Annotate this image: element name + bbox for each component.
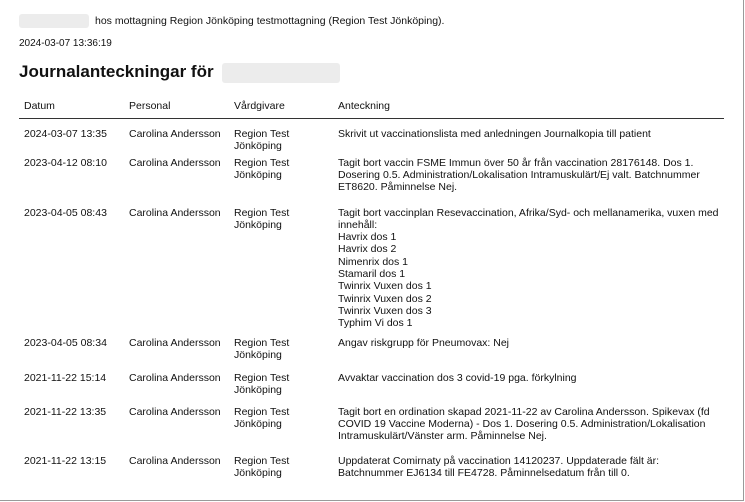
note-line: Typhim Vi dos 1 <box>338 317 413 330</box>
cell-note <box>333 402 724 451</box>
provider-line: Region Test <box>234 156 290 169</box>
note-line: Stamaril dos 1 <box>338 268 406 281</box>
cell-provider <box>229 333 333 368</box>
provider-line: Jönköping <box>234 168 282 181</box>
table-row <box>19 153 724 203</box>
table-row <box>19 368 724 402</box>
redacted-name <box>19 14 89 28</box>
cell-note <box>333 203 724 333</box>
cell-staff: Carolina Andersson <box>129 128 221 140</box>
note-line: Havrix dos 2 <box>338 243 397 256</box>
column-header-provider: Vårdgivare <box>229 95 333 119</box>
provider-line: Region Test <box>234 371 290 384</box>
cell-date: 2021-11-22 13:15 <box>24 454 107 467</box>
note-line: Angav riskgrupp för Pneumovax: Nej <box>338 336 509 349</box>
note-line: Twinrix Vuxen dos 3 <box>338 304 432 317</box>
cell-date: 2023-04-12 08:10 <box>24 156 107 169</box>
provider-line: Jönköping <box>234 140 282 153</box>
cell-provider <box>229 153 333 203</box>
column-header-staff: Personal <box>124 95 229 119</box>
note-line: Skrivit ut vaccinationslista med anledningen Journalkopia till patient <box>338 128 651 140</box>
cell-note <box>333 333 724 368</box>
cell-note <box>333 451 724 487</box>
cell-staff: Carolina Andersson <box>129 206 221 219</box>
provider-line: Region Test <box>234 128 290 140</box>
cell-note <box>333 153 724 203</box>
note-line: Nimenrix dos 1 <box>338 255 409 268</box>
note-line: Tagit bort vaccin FSME Immun över 50 år från vaccination 28176148. Dos 1. Dosering 0.5. Administration/Lokalisation Intramuskulärt/Ej valt. Batchnummer ET8620. Påminnelse Nej. <box>338 156 700 194</box>
cell-provider <box>229 119 333 153</box>
provider-line: Region Test <box>234 454 290 467</box>
cell-date: 2021-11-22 15:14 <box>24 371 107 384</box>
cell-provider <box>229 203 333 333</box>
column-header-note: Anteckning <box>333 95 724 119</box>
provider-line: Jönköping <box>234 383 282 396</box>
page-title <box>19 62 340 83</box>
note-line: Avvaktar vaccination dos 3 covid-19 pga. förkylning <box>338 371 577 384</box>
cell-note <box>333 119 724 153</box>
cell-provider <box>229 368 333 402</box>
cell-provider <box>229 451 333 487</box>
journal-table <box>19 95 724 487</box>
provider-line: Region Test <box>234 336 290 349</box>
table-row <box>19 402 724 451</box>
intro-text: hos mottagning Region Jönköping testmottagning (Region Test Jönköping). <box>95 14 445 27</box>
cell-date: 2023-04-05 08:34 <box>24 336 107 349</box>
provider-line: Jönköping <box>234 466 282 479</box>
note-line: Twinrix Vuxen dos 1 <box>338 280 432 293</box>
cell-date: 2023-04-05 08:43 <box>24 206 107 219</box>
table-row <box>19 333 724 368</box>
cell-staff: Carolina Andersson <box>129 405 221 418</box>
cell-note <box>333 368 724 402</box>
table-row <box>19 451 724 487</box>
cell-date: 2024-03-07 13:35 <box>24 128 107 140</box>
cell-staff: Carolina Andersson <box>129 454 221 467</box>
print-timestamp: 2024-03-07 13:36:19 <box>19 38 112 49</box>
note-line: Havrix dos 1 <box>338 231 397 244</box>
note-line: Twinrix Vuxen dos 2 <box>338 292 432 305</box>
provider-line: Region Test <box>234 206 290 219</box>
cell-staff: Carolina Andersson <box>129 336 221 349</box>
cell-staff: Carolina Andersson <box>129 371 221 384</box>
redacted-patient-name <box>222 63 340 83</box>
provider-line: Jönköping <box>234 417 282 430</box>
note-line: Uppdaterat Comirnaty på vaccination 14120237. Uppdaterade fält är: Batchnummer EJ6134 till FE4728. Påminnelsedatum från till 0. <box>338 454 660 479</box>
table-row <box>19 203 724 333</box>
note-line: Tagit bort en ordination skapad 2021-11-22 av Carolina Andersson. Spikevax (fd COVID 19 Vaccine Moderna) - Dos 1. Dosering 0.5. Administration/Lokalisation Intramuskulärt/Vänster arm. Påminnelse Nej. <box>338 405 710 443</box>
intro-line <box>19 14 444 28</box>
cell-date: 2021-11-22 13:35 <box>24 405 107 418</box>
provider-line: Jönköping <box>234 348 282 361</box>
cell-provider <box>229 402 333 451</box>
provider-line: Region Test <box>234 405 290 418</box>
cell-staff: Carolina Andersson <box>129 156 221 169</box>
title-text: Journalanteckningar för <box>19 62 214 81</box>
table-row <box>19 119 724 153</box>
provider-line: Jönköping <box>234 218 282 231</box>
table-header-row <box>19 95 724 119</box>
column-header-date: Datum <box>19 95 124 119</box>
note-line: Tagit bort vaccinplan Resevaccination, Afrika/Syd- och mellanamerika, vuxen med innehåll: <box>338 206 719 231</box>
